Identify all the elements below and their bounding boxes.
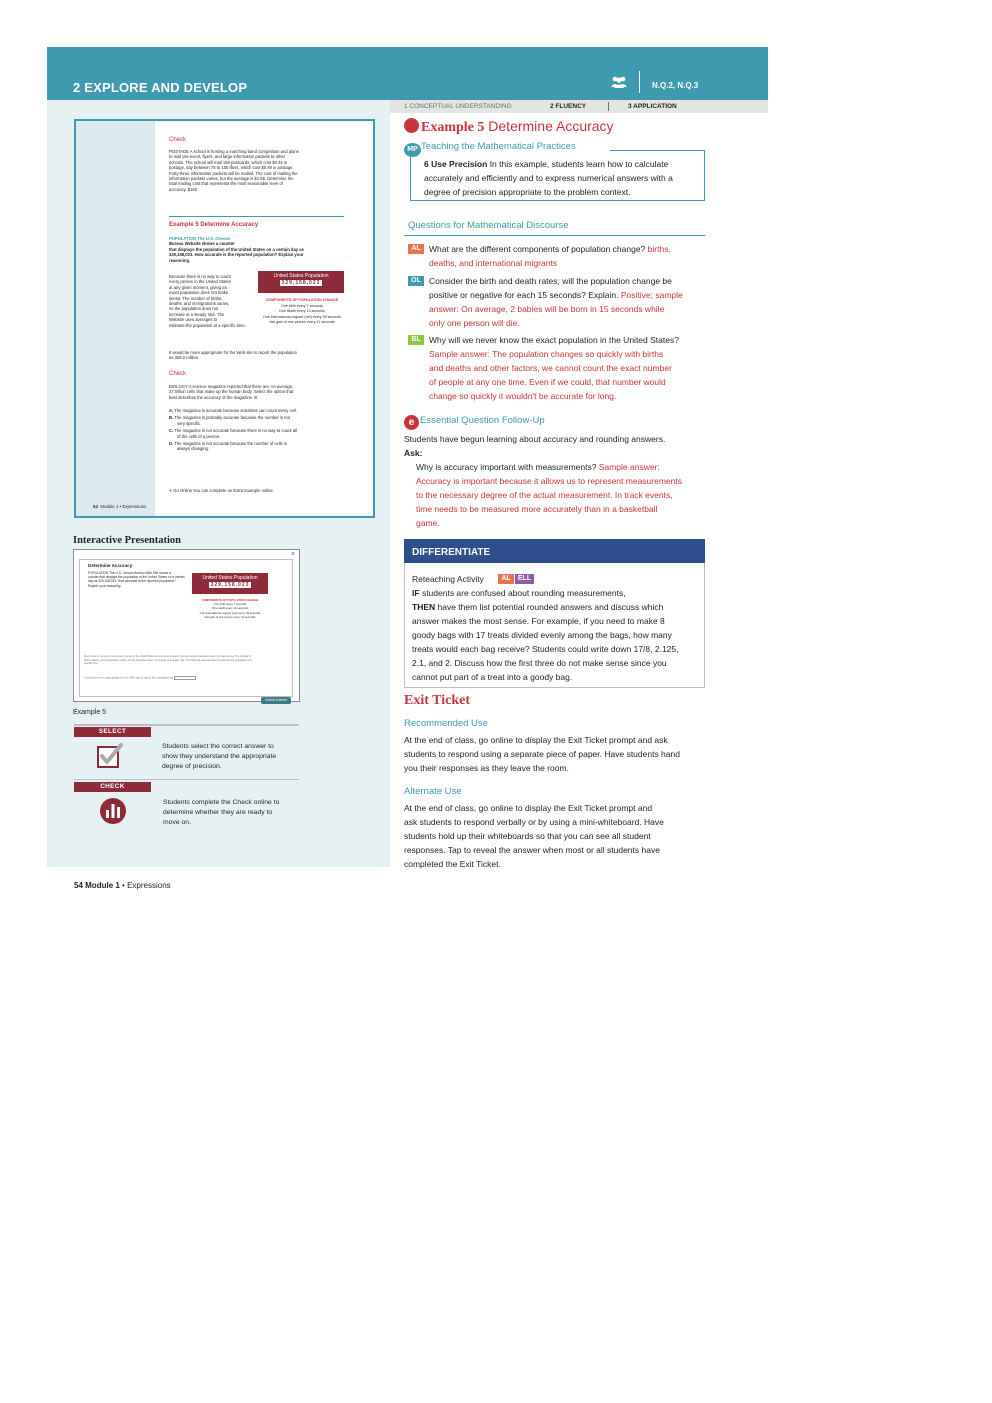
- lesson-tabs: [390, 100, 768, 113]
- essential-question-heading: e Essential Question Follow-Up: [404, 415, 545, 430]
- check-badge: CHECK: [74, 782, 151, 792]
- screen-fill-line: It would be more appropriate for the Web site to report the population as: [84, 676, 289, 680]
- thumb-divider: [169, 216, 344, 217]
- differentiate-heading: DIFFERENTIATE: [404, 539, 705, 563]
- exit-ticket-title: Exit Ticket: [404, 693, 470, 708]
- go-online-note: ● Go Online You can complete an Extra Example online.: [169, 488, 274, 494]
- select-description: Students select the correct answer to show they understand the appropriate degree of precision.: [162, 743, 277, 770]
- tab-conceptual[interactable]: 1 CONCEPTUAL UNDERSTANDING: [404, 103, 512, 110]
- alternate-use-text: At the end of class, go online to display the Exit Ticket prompt and ask students to respond verbally or by using a mini-whiteboard. Have students hold up their whiteboards so that you can see all student responses. Tap to reveal the answer when most or all students have completed the Exit Ticket.: [404, 803, 664, 869]
- math-practices-text: 6 Use Precision In this example, students learn how to calculate accurately and efficiently and to express numerical answers with a degree of precision appropriate to the problem context.: [424, 159, 673, 197]
- level-al-badge: AL: [408, 244, 424, 254]
- section-title: 2 EXPLORE AND DEVELOP: [73, 80, 248, 95]
- globe-icon: [404, 118, 419, 133]
- recommended-use-heading: Recommended Use: [404, 718, 488, 729]
- population-components: COMPONENTS OF POPULATION CHANGE One birth every 7 seconds One death every 13 seconds One international migrant (net) every 39 seconds Net gain of one person every 11 seconds: [263, 298, 341, 324]
- example-caption: Example 5: [73, 709, 107, 716]
- discourse-question-3: Why will we never know the exact population in the United States? Sample answer: The population changes so quickly with births and deaths and other factors, we cannot count the exact number of people at any one time. Even if we could, that number would change so quickly it wouldn't be accurate for long.: [429, 335, 679, 401]
- check2-options: A. The magazine is accurate because scientists can count every cell. B. The magazine is probably accurate because the number is not very specific. C. The magazine is not accurate because there is no way to count all of the cells of a person. D. The magazine is not accurate because the number of cells is always changing.: [169, 408, 297, 452]
- thumb-example-title: Example 5 Determine Accuracy: [169, 222, 259, 228]
- answer-input[interactable]: [174, 676, 196, 680]
- differentiate-content: Reteaching Activity AL ELL IF students are confused about rounding measurements, THEN have them list potential rounded answers and discuss which answer makes the most sense. For example, if you need to make 8 goody bags with 17 treats divided evenly among the bags, how many treats would each bag receive? Students could write down 17/8, 2.125, 2.1, and 2. Discuss how the first three do not make sense since you cannot put part of a treat into a goody bag.: [412, 574, 679, 682]
- group-people-icon: [610, 75, 628, 89]
- thumb-page-footer: 54 Module 1 • Expressions: [93, 504, 147, 509]
- standards-label: N.Q.2, N.Q.3: [652, 81, 699, 90]
- screen-components: COMPONENTS OF POPULATION CHANGE One birth every 7 seconds One death every 13 seconds One international migrant (net) every 39 seconds Net gain of one person every 11 seconds: [199, 598, 261, 619]
- header-divider: [639, 71, 640, 93]
- population-counter-box: United States Population 329,158,023: [258, 271, 344, 293]
- level-ol-badge: OL: [408, 276, 424, 286]
- tab-fluency[interactable]: 2 FLUENCY: [550, 103, 587, 110]
- select-badge: SELECT: [74, 727, 151, 737]
- ask-label: Ask:: [404, 448, 423, 458]
- math-practices-heading: MP Teaching the Mathematical Practices: [404, 141, 576, 157]
- section-header: [47, 47, 768, 100]
- interactive-presentation-label: Interactive Presentation: [73, 535, 181, 546]
- discourse-heading: Questions for Mathematical Discourse: [408, 220, 569, 231]
- recommended-use-text: At the end of class, go online to display the Exit Ticket prompt and ask students to respond using a separate piece of paper. Have students hand you their responses as they leave the room.: [404, 735, 680, 773]
- level-al-badge-2: AL: [498, 574, 514, 584]
- interactive-presentation-frame[interactable]: [73, 549, 300, 702]
- check2-text: BIOLOGY A science magazine reported that there are, on average, 37 trillion cells that make up the human body. Select the option that best describes the accuracy of the magazine. B: [169, 384, 294, 400]
- page-footer: 54 Module 1 • Expressions: [74, 881, 171, 890]
- discourse-question-1: What are the different components of population change? births, deaths, and international migrants: [429, 244, 671, 268]
- close-icon[interactable]: ×: [291, 551, 296, 558]
- example-heading: Example 5 Determine Accuracy: [404, 118, 614, 136]
- discourse-divider: [404, 235, 705, 236]
- conclusion-text: It would be more appropriate for the Web site to report the population as 329.2 million.: [169, 350, 297, 361]
- essential-question-body: Why is accuracy important with measurements? Sample answer: Accuracy is important because it allows us to represent measurements to the necessary degree of the actual measurement. In track events, time needs to be measured more accurately than in a basketball game.: [416, 462, 682, 528]
- check-answer-button[interactable]: Check Answer: [261, 697, 291, 704]
- screen-text: POPULATION The U.S. Census Bureau Web Site shows a counter that displays the population of the United States on a certain day as 329,158,023. How accurate is the reported population? Explain your reasoning.: [88, 571, 185, 588]
- population-text: POPULATION The U.S. Census Bureau Website shows a counter that displays the population of the United States on a certain day as 329,158,023. How accurate is the reported population? Explain your reasoning.: [169, 236, 304, 263]
- resource-divider-mid: [74, 779, 299, 780]
- level-bl-badge: BL: [408, 335, 424, 345]
- alternate-use-heading: Alternate Use: [404, 786, 462, 797]
- check1-title: Check: [169, 137, 187, 143]
- check1-text: POSTAGE A school is hosting a marching band competition and plans to mail pre-event, flyers, and large information packets to other schools. The school will mail 150 postcards, which cost $0.34 in postage, say between 75 to 100 fliers, which cost $0.49 in postage. Forty-three information packets will be mailed. The cost of mailing the information packets varies, but the average is $1.55. Determine the total mailing cost that represents the most reasonable level of accuracy. $160: [169, 149, 299, 192]
- check-description: Students complete the Check online to determine whether they are ready to move on.: [163, 799, 280, 826]
- discourse-question-2: Consider the birth and death rates; will the population change be positive or negative for each 15 seconds? Explain. Positive; sample answer: On average, 2 babies will be born in 15 seconds while only one person will die.: [429, 276, 683, 328]
- mp-badge-icon: MP: [404, 143, 421, 157]
- resource-divider-top: [74, 724, 299, 726]
- screen-bottom-text: Since there is no way to count every person in the United States at any given moment, giving an exact population does not make sense. The number of births, deaths, and immigrations varies, so the population does not change at a steady rate. The Web site uses averages to estimate the population at a specific time.: [84, 655, 252, 666]
- bar-chart-circle-icon: [99, 797, 127, 825]
- screen-population-box: United States Population 329,158,023: [192, 573, 268, 594]
- checkbox-check-icon: [96, 741, 124, 769]
- level-ell-badge: ELL: [515, 574, 534, 584]
- reasoning-text: Because there is no way to count every person in the United States at any given moment, giving an exact population does not make sense. The number of births, deaths, and immigrations varies, so the population does not increase at a steady rate. The Website uses averages to estimate the population at a specific time.: [169, 274, 246, 328]
- check2-title: Check: [169, 371, 187, 377]
- tab-divider: [608, 102, 609, 111]
- tab-application[interactable]: 3 APPLICATION: [628, 103, 677, 110]
- screen-title: Determine Accuracy: [88, 563, 133, 568]
- essential-question-icon: e: [404, 415, 419, 430]
- interactive-screen: [79, 559, 293, 702]
- student-page-thumbnail: [74, 119, 375, 518]
- thumbnail-sidebar: [76, 121, 155, 516]
- essential-question-intro: Students have begun learning about accuracy and rounding answers.: [404, 434, 666, 444]
